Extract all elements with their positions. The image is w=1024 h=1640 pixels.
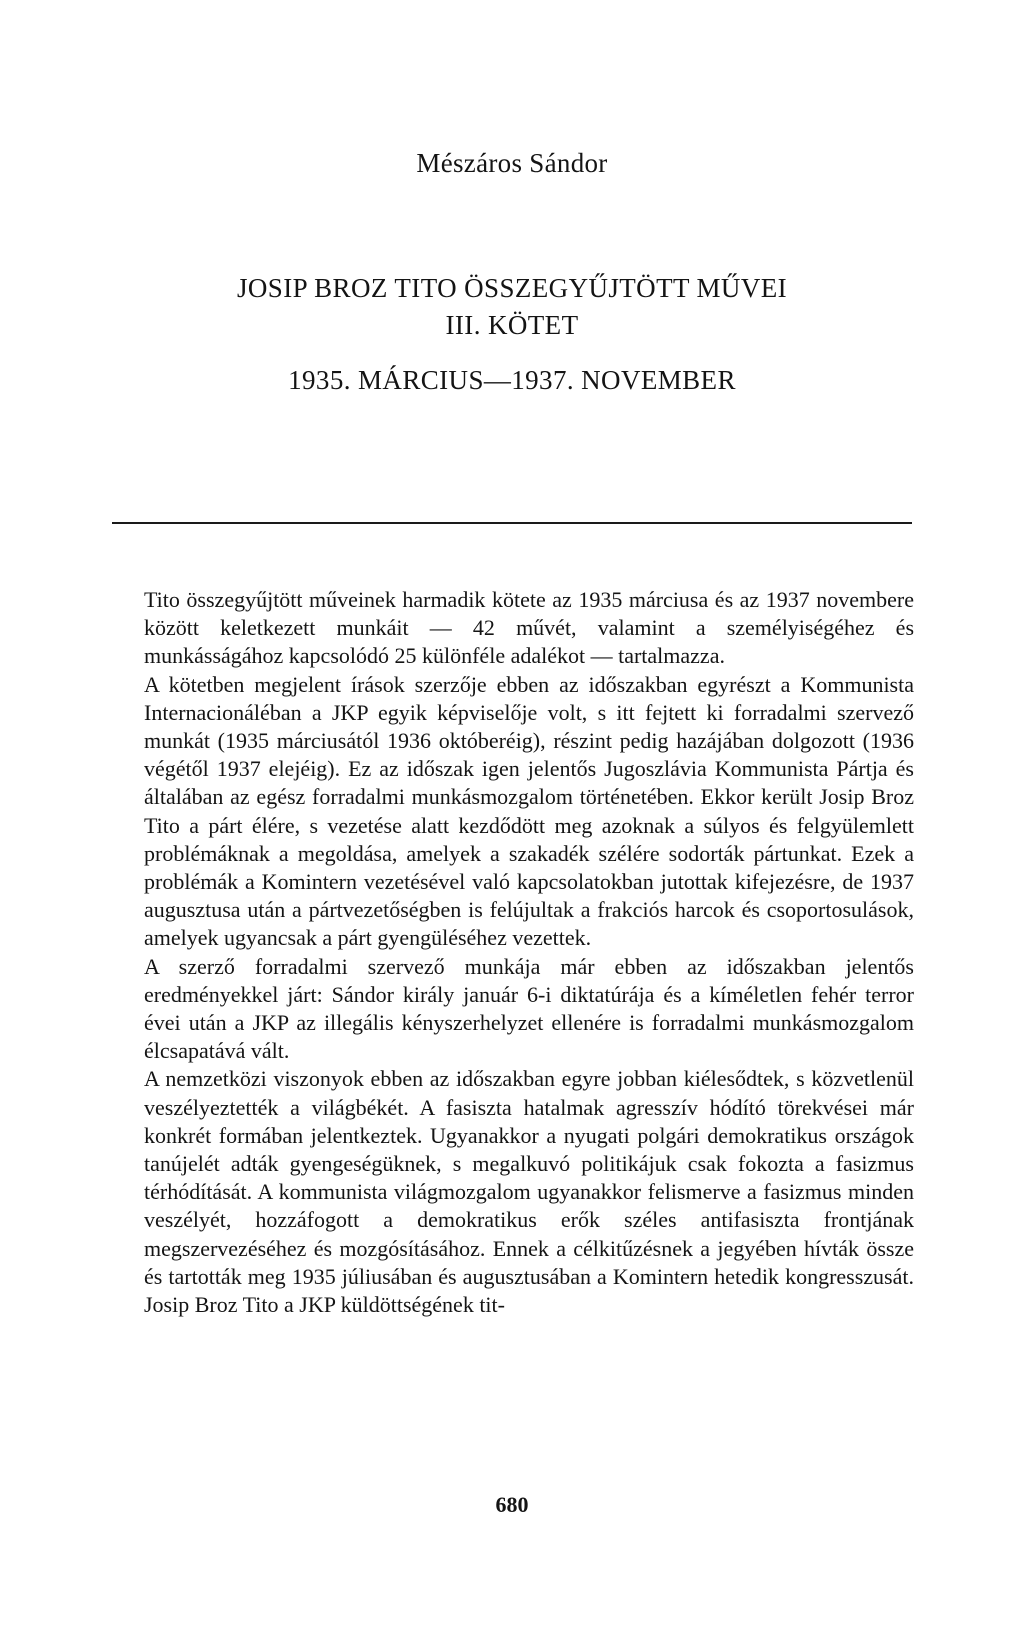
book-title: JOSIP BROZ TITO ÖSSZEGYŰJTÖTT MŰVEI (236, 273, 788, 303)
paragraph: A nemzetközi viszonyok ebben az időszakban egyre jobban kiélesődtek, s közvetlenül veszélyeztették a világbékét. A fasiszta hatalmak agresszív hódító törekvései már konkrét formában jelentkeztek. Ugyanakkor a nyugati polgári demokratikus országok tanújelét adták gyengeségüknek, s megalkuvó politikájuk csak fokozta a fasizmus térhódítását. A kommunista világmozgalom ugyanakkor felismerve a fasizmus minden veszélyét, hozzáfogott a demokratikus erők széles antifasiszta frontjának megszervezéséhez és mozgósításához. Ennek a célkitűzésnek a jegyében hívták össze és tartották meg 1935 júliusában és augusztusában a Komintern hetedik kongresszusát. Josip Broz Tito a JKP küldöttségének tit- (144, 1066, 914, 1318)
date-range: 1935. MÁRCIUS—1937. NOVEMBER (288, 365, 736, 395)
paragraph: A kötetben megjelent írások szerzője ebben az időszakban egyrészt a Kommunista Internacionáléban a JKP egyik képviselője volt, s itt fejtett ki forradalmi szervező munkát (1935 márciusától 1936 októberéig), részint pedig hazájában dolgozott (1936 végétől 1937 elejéig). Ez az időszak igen jelentős Jugoszlávia Kommunista Pártja és általában az egész forradalmi munkásmozgalom történetében. Ekkor került Josip Broz Tito a párt élére, s vezetése alatt kezdődött meg azoknak a súlyos és felgyülemlett problémáknak a megoldása, amelyek a szakadék szélére sodorták pártunkat. Ezek a problémák a Komintern vezetésével való kapcsolatokban jutottak kifejezésre, de 1937 augusztusa után a pártvezetőségben is felújultak a frakciós harcok és csoportosulások, amelyek ugyancsak a párt gyengüléséhez vezettek. (144, 671, 914, 951)
volume-label: III. KÖTET (445, 310, 579, 340)
paragraph: A szerző forradalmi szervező munkája már ebben az időszakban jelentős eredményekkel járt: Sándor király január 6-i diktatúrája és a kíméletlen fehér terror évei után a JKP az illegális kényszerhelyzet ellenére is forradalmi munkásmozgalom élcsapatává vált. (144, 953, 914, 1064)
author-name: Mészáros Sándor (416, 148, 608, 178)
page-number: 680 (495, 1492, 529, 1517)
paragraph: Tito összegyűjtött műveinek harmadik kötete az 1935 márciusa és az 1937 novembere között keletkezett munkáit — 42 művét, valamint a személyiségéhez és munkásságához kapcsolódó 25 különféle adalékot — tartalmazza. (144, 587, 914, 669)
review-body (144, 586, 914, 1319)
horizontal-rule (112, 522, 912, 524)
